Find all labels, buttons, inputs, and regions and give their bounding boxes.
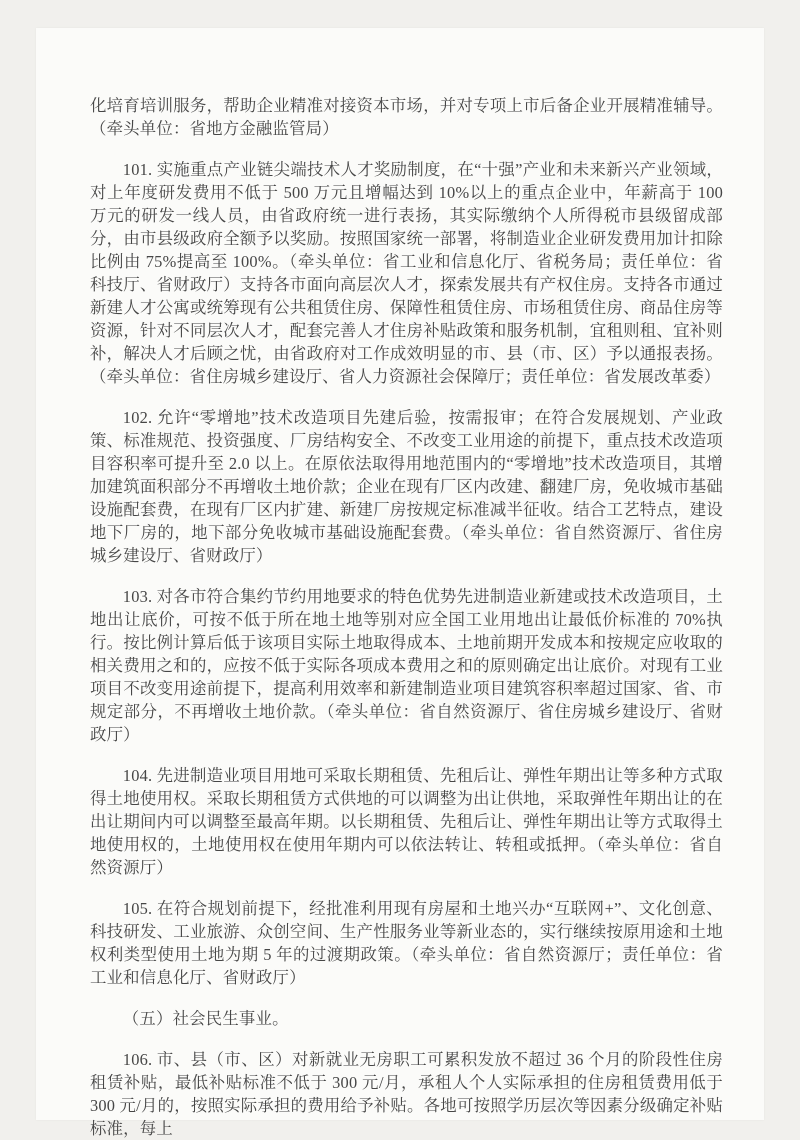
paragraph-item-106: 106. 市、县（市、区）对新就业无房职工可累积发放不超过 36 个月的阶段性住房租赁补贴，最低补贴标准不低于 300 元/月，承租人个人实际承担的住房租赁费用低于 300 元/月的，按照实际承担的费用给予补贴。各地可按照学历层次等因素分级确定补贴标准，每上 xyxy=(90,1050,723,1138)
paragraph-item-104: 104. 先进制造业项目用地可采取长期租赁、先租后让、弹性年期出让等多种方式取得土地使用权。采取长期租赁方式供地的可以调整为出让供地，采取弹性年期出让的在出让期间内可以调整至最高年期。以长期租赁、先租后让、弹性年期出让等方式取得土地使用权的，土地使用权在使用年期内可以依法转让、转租或抵押。（牵头单位：省自然资源厅） xyxy=(90,766,723,877)
paragraph-item-105: 105. 在符合规划前提下，经批准利用现有房屋和土地兴办“互联网+”、文化创意、科技研发、工业旅游、众创空间、生产性服务业等新业态的，实行继续按原用途和土地权利类型使用土地为期 5 年的过渡期政策。（牵头单位：省自然资源厅；责任单位：省工业和信息化厅、省财政厅） xyxy=(90,899,723,987)
paragraph-item-103: 103. 对各市符合集约节约用地要求的特色优势先进制造业新建或技术改造项目，土地出让底价，可按不低于所在地土地等别对应全国工业用地出让最低价标准的 70%执行。按比例计算后低于该项目实际土地取得成本、土地前期开发成本和按规定应收取的相关费用之和的，应按不低于实际各项成本费用之和的原则确定出让底价。对现有工业项目不改变用途前提下，提高利用效率和新建制造业项目建筑容积率超过国家、省、市规定部分，不再增收土地价款。（牵头单位：省自然资源厅、省住房城乡建设厅、省财政厅） xyxy=(90,587,723,744)
paragraph-item-102: 102. 允许“零增地”技术改造项目先建后验，按需报审；在符合发展规划、产业政策、标准规范、投资强度、厂房结构安全、不改变工业用途的前提下，重点技术改造项目容积率可提升至 2.0 以上。在原依法取得用地范围内的“零增地”技术改造项目，其增加建筑面积部分不再增收土地价款；企业在现有厂区内改建、翻建厂房，免收城市基础设施配套费，在现有厂区内扩建、新建厂房按规定标准减半征收。结合工艺特点，建设地下厂房的，地下部分免收城市基础设施配套费。（牵头单位：省自然资源厅、省住房城乡建设厅、省财政厅） xyxy=(90,408,723,565)
document-page xyxy=(36,28,764,1138)
paragraph-item-101: 101. 实施重点产业链尖端技术人才奖励制度，在“十强”产业和未来新兴产业领域，对上年度研发费用不低于 500 万元且增幅达到 10%以上的重点企业中，年薪高于 100 万元的研发一线人员，由省政府统一进行表扬，其实际缴纳个人所得税市县级留成部分，由市县级政府全额予以奖励。按照国家统一部署，将制造业企业研发费用加计扣除比例由 75%提高至 100%。（牵头单位：省工业和信息化厅、省税务局；责任单位：省科技厅、省财政厅）支持各市面向高层次人才，探索发展共有产权住房。支持各市通过新建人才公寓或统筹现有公共租赁住房、保障性租赁住房、市场租赁住房、商品住房等资源，针对不同层次人才，配套完善人才住房补贴政策和服务机制，宜租则租、宜补则补，解决人才后顾之忧，由省政府对工作成效明显的市、县（市、区）予以通报表扬。（牵头单位：省住房城乡建设厅、省人力资源社会保障厅；责任单位：省发展改革委） xyxy=(90,160,723,386)
section-heading: （五）社会民生事业。 xyxy=(122,1009,289,1028)
document-body xyxy=(90,94,723,1140)
paragraph-continuation: 化培育培训服务，帮助企业精准对接资本市场，并对专项上市后备企业开展精准辅导。（牵头单位：省地方金融监管局） xyxy=(90,96,723,138)
